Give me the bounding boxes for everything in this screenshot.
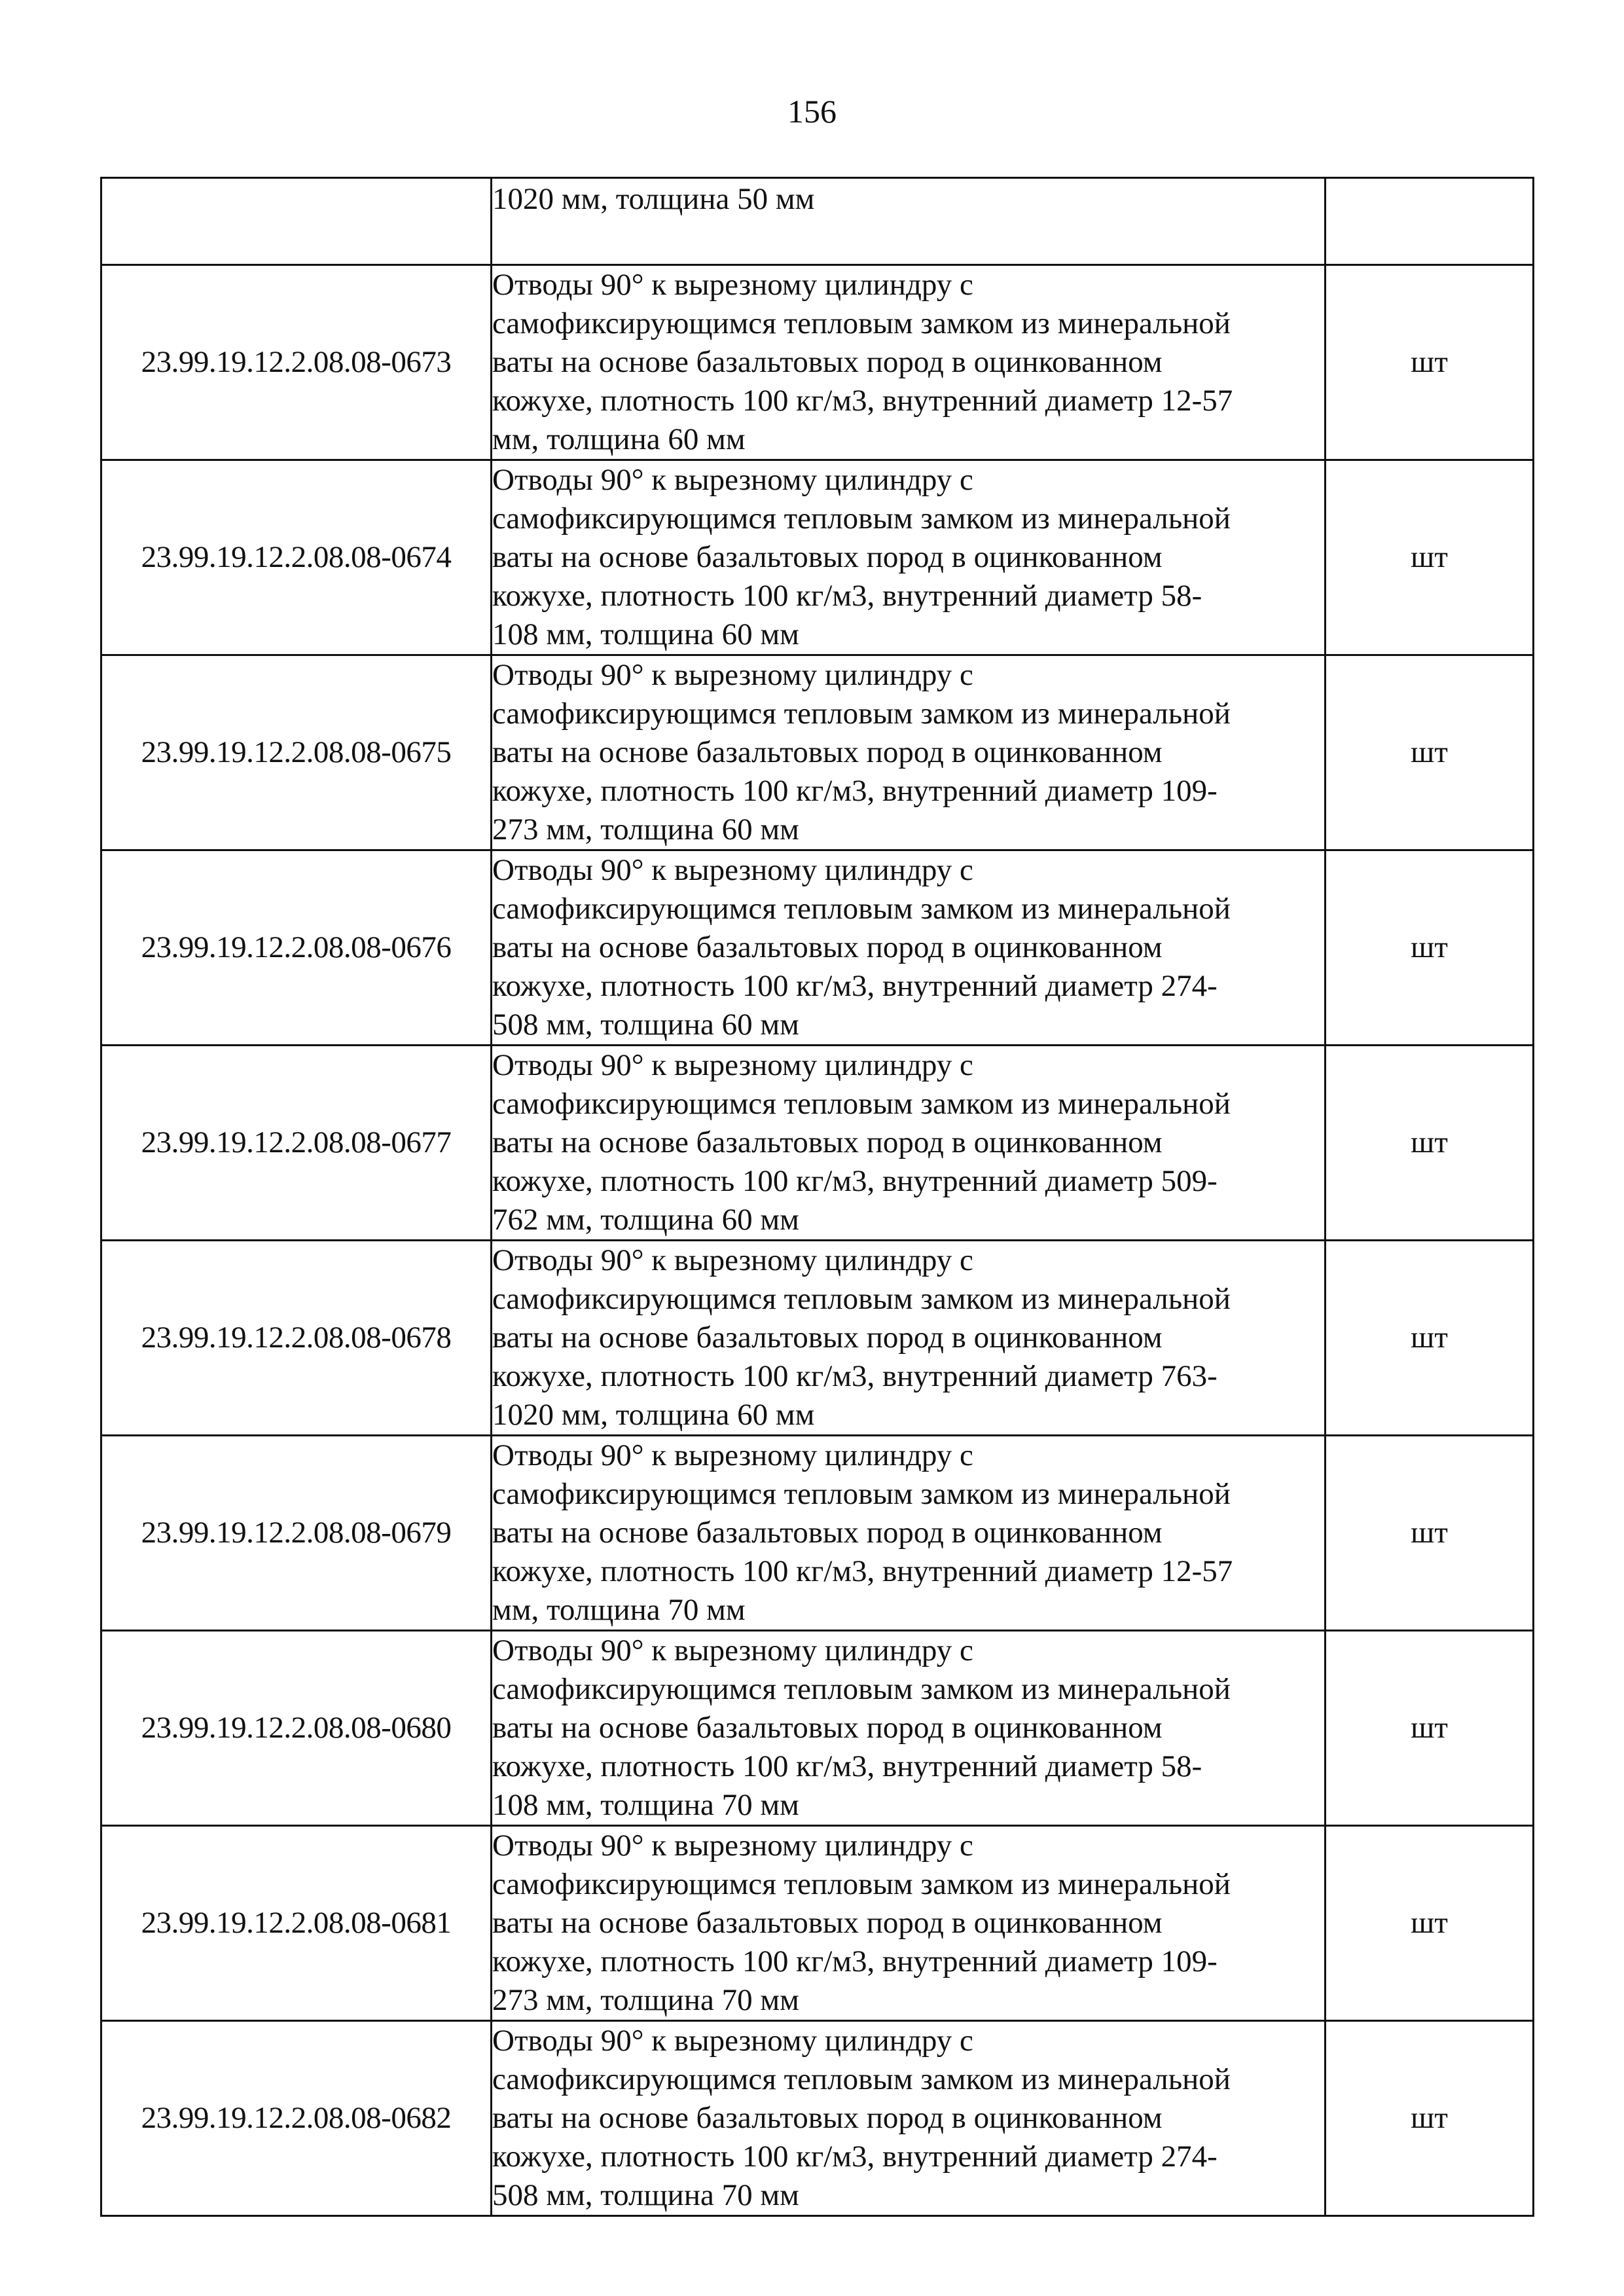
description-line: самофиксирующимся тепловым замком из минеральной xyxy=(492,1867,1231,1901)
description-line: Отводы 90° к вырезному цилиндру с xyxy=(492,1438,973,1472)
description-line: кожухе, плотность 100 кг/м3, внутренний диаметр 763- xyxy=(492,1359,1218,1393)
description-line: кожухе, плотность 100 кг/м3, внутренний диаметр 109- xyxy=(492,1944,1218,1978)
description-line: Отводы 90° к вырезному цилиндру с xyxy=(492,1048,973,1082)
description-line: кожухе, плотность 100 кг/м3, внутренний диаметр 12-57 xyxy=(492,1554,1233,1588)
page-number: 156 xyxy=(787,93,837,130)
description-line: кожухе, плотность 100 кг/м3, внутренний диаметр 274- xyxy=(492,969,1218,1003)
description-line: самофиксирующимся тепловым замком из минеральной xyxy=(492,1672,1231,1706)
table-row xyxy=(101,1826,1534,2021)
code-cell: 23.99.19.12.2.08.08-0677 xyxy=(101,1046,492,1241)
description-line: Отводы 90° к вырезному цилиндру с xyxy=(492,2024,973,2058)
unit-cell: шт xyxy=(1326,1826,1534,2021)
description-line: 508 мм, толщина 60 мм xyxy=(492,1008,799,1042)
unit-cell: шт xyxy=(1326,655,1534,850)
description-line: Отводы 90° к вырезному цилиндру с xyxy=(492,268,973,302)
code-cell: 23.99.19.12.2.08.08-0678 xyxy=(101,1241,492,1436)
code-cell: 23.99.19.12.2.08.08-0676 xyxy=(101,850,492,1046)
description-line: Отводы 90° к вырезному цилиндру с xyxy=(492,1243,973,1277)
description-line: кожухе, плотность 100 кг/м3, внутренний диаметр 58- xyxy=(492,579,1202,613)
description-line: 273 мм, толщина 70 мм xyxy=(492,1983,799,2017)
description-line: мм, толщина 70 мм xyxy=(492,1593,746,1627)
description-line: кожухе, плотность 100 кг/м3, внутренний диаметр 109- xyxy=(492,774,1218,808)
description-line: ваты на основе базальтовых пород в оцинкованном xyxy=(492,1125,1163,1159)
unit-cell: шт xyxy=(1326,1631,1534,1826)
description-cell xyxy=(492,1826,1326,2021)
description-line: Отводы 90° к вырезному цилиндру с xyxy=(492,1633,973,1667)
description-line: самофиксирующимся тепловым замком из минеральной xyxy=(492,697,1231,731)
table-body xyxy=(101,178,1534,2216)
table-row xyxy=(101,655,1534,850)
description-cell xyxy=(492,1046,1326,1241)
unit-cell: шт xyxy=(1326,2021,1534,2216)
description-line: Отводы 90° к вырезному цилиндру с xyxy=(492,1829,973,1863)
description-line: ваты на основе базальтовых пород в оцинкованном xyxy=(492,1906,1163,1940)
description-cell xyxy=(492,2021,1326,2216)
table-row xyxy=(101,850,1534,1046)
description-line: кожухе, плотность 100 кг/м3, внутренний диаметр 12-57 xyxy=(492,384,1233,418)
description-line: ваты на основе базальтовых пород в оцинкованном xyxy=(492,1321,1163,1355)
description-line: мм, толщина 60 мм xyxy=(492,422,746,456)
table-row-continuation xyxy=(101,178,1534,265)
description-line: самофиксирующимся тепловым замком из минеральной xyxy=(492,1282,1231,1316)
description-line: ваты на основе базальтовых пород в оцинкованном xyxy=(492,735,1163,769)
description-line: 108 мм, толщина 60 мм xyxy=(492,617,799,651)
materials-table xyxy=(100,177,1534,2217)
description-line: Отводы 90° к вырезному цилиндру с xyxy=(492,853,973,887)
unit-cell: шт xyxy=(1326,1436,1534,1631)
description-line: 1020 мм, толщина 60 мм xyxy=(492,1398,815,1432)
description-line: ваты на основе базальтовых пород в оцинкованном xyxy=(492,930,1163,964)
description-line: ваты на основе базальтовых пород в оцинкованном xyxy=(492,345,1163,379)
description-line: Отводы 90° к вырезному цилиндру с xyxy=(492,658,973,692)
description-line: ваты на основе базальтовых пород в оцинкованном xyxy=(492,1711,1163,1745)
description-cell xyxy=(492,178,1326,265)
description-line: самофиксирующимся тепловым замком из минеральной xyxy=(492,892,1231,926)
description-line: 1020 мм, толщина 50 мм xyxy=(492,182,815,216)
code-cell: 23.99.19.12.2.08.08-0673 xyxy=(101,265,492,460)
table-row xyxy=(101,265,1534,460)
description-cell xyxy=(492,460,1326,655)
unit-cell: шт xyxy=(1326,1241,1534,1436)
code-cell: 23.99.19.12.2.08.08-0682 xyxy=(101,2021,492,2216)
description-line: 762 мм, толщина 60 мм xyxy=(492,1203,799,1237)
description-line: 508 мм, толщина 70 мм xyxy=(492,2178,799,2212)
description-line: ваты на основе базальтовых пород в оцинкованном xyxy=(492,540,1163,574)
table-row xyxy=(101,1046,1534,1241)
description-line: 273 мм, толщина 60 мм xyxy=(492,812,799,847)
code-cell: 23.99.19.12.2.08.08-0674 xyxy=(101,460,492,655)
code-cell: 23.99.19.12.2.08.08-0680 xyxy=(101,1631,492,1826)
description-line: кожухе, плотность 100 кг/м3, внутренний диаметр 58- xyxy=(492,1749,1202,1783)
code-cell: 23.99.19.12.2.08.08-0681 xyxy=(101,1826,492,2021)
table-row xyxy=(101,2021,1534,2216)
description-line: ваты на основе базальтовых пород в оцинкованном xyxy=(492,2101,1163,2135)
table-row xyxy=(101,1631,1534,1826)
description-cell xyxy=(492,1241,1326,1436)
description-line: самофиксирующимся тепловым замком из минеральной xyxy=(492,306,1231,340)
code-cell: 23.99.19.12.2.08.08-0675 xyxy=(101,655,492,850)
description-line: кожухе, плотность 100 кг/м3, внутренний диаметр 274- xyxy=(492,2140,1218,2174)
description-line: ваты на основе базальтовых пород в оцинкованном xyxy=(492,1516,1163,1550)
description-line: самофиксирующимся тепловым замком из минеральной xyxy=(492,501,1231,536)
description-line: Отводы 90° к вырезному цилиндру с xyxy=(492,463,973,497)
description-line: кожухе, плотность 100 кг/м3, внутренний диаметр 509- xyxy=(492,1164,1218,1198)
description-line: 108 мм, толщина 70 мм xyxy=(492,1788,799,1822)
description-cell xyxy=(492,850,1326,1046)
code-cell: 23.99.19.12.2.08.08-0679 xyxy=(101,1436,492,1631)
unit-cell xyxy=(1326,178,1534,265)
description-cell xyxy=(492,265,1326,460)
description-cell xyxy=(492,1436,1326,1631)
description-line: самофиксирующимся тепловым замком из минеральной xyxy=(492,1087,1231,1121)
unit-cell: шт xyxy=(1326,265,1534,460)
table-row xyxy=(101,1436,1534,1631)
unit-cell: шт xyxy=(1326,850,1534,1046)
description-cell xyxy=(492,655,1326,850)
description-line: самофиксирующимся тепловым замком из минеральной xyxy=(492,1477,1231,1511)
code-cell xyxy=(101,178,492,265)
unit-cell: шт xyxy=(1326,1046,1534,1241)
table-row xyxy=(101,1241,1534,1436)
description-cell xyxy=(492,1631,1326,1826)
table-row xyxy=(101,460,1534,655)
description-line: самофиксирующимся тепловым замком из минеральной xyxy=(492,2062,1231,2096)
unit-cell: шт xyxy=(1326,460,1534,655)
